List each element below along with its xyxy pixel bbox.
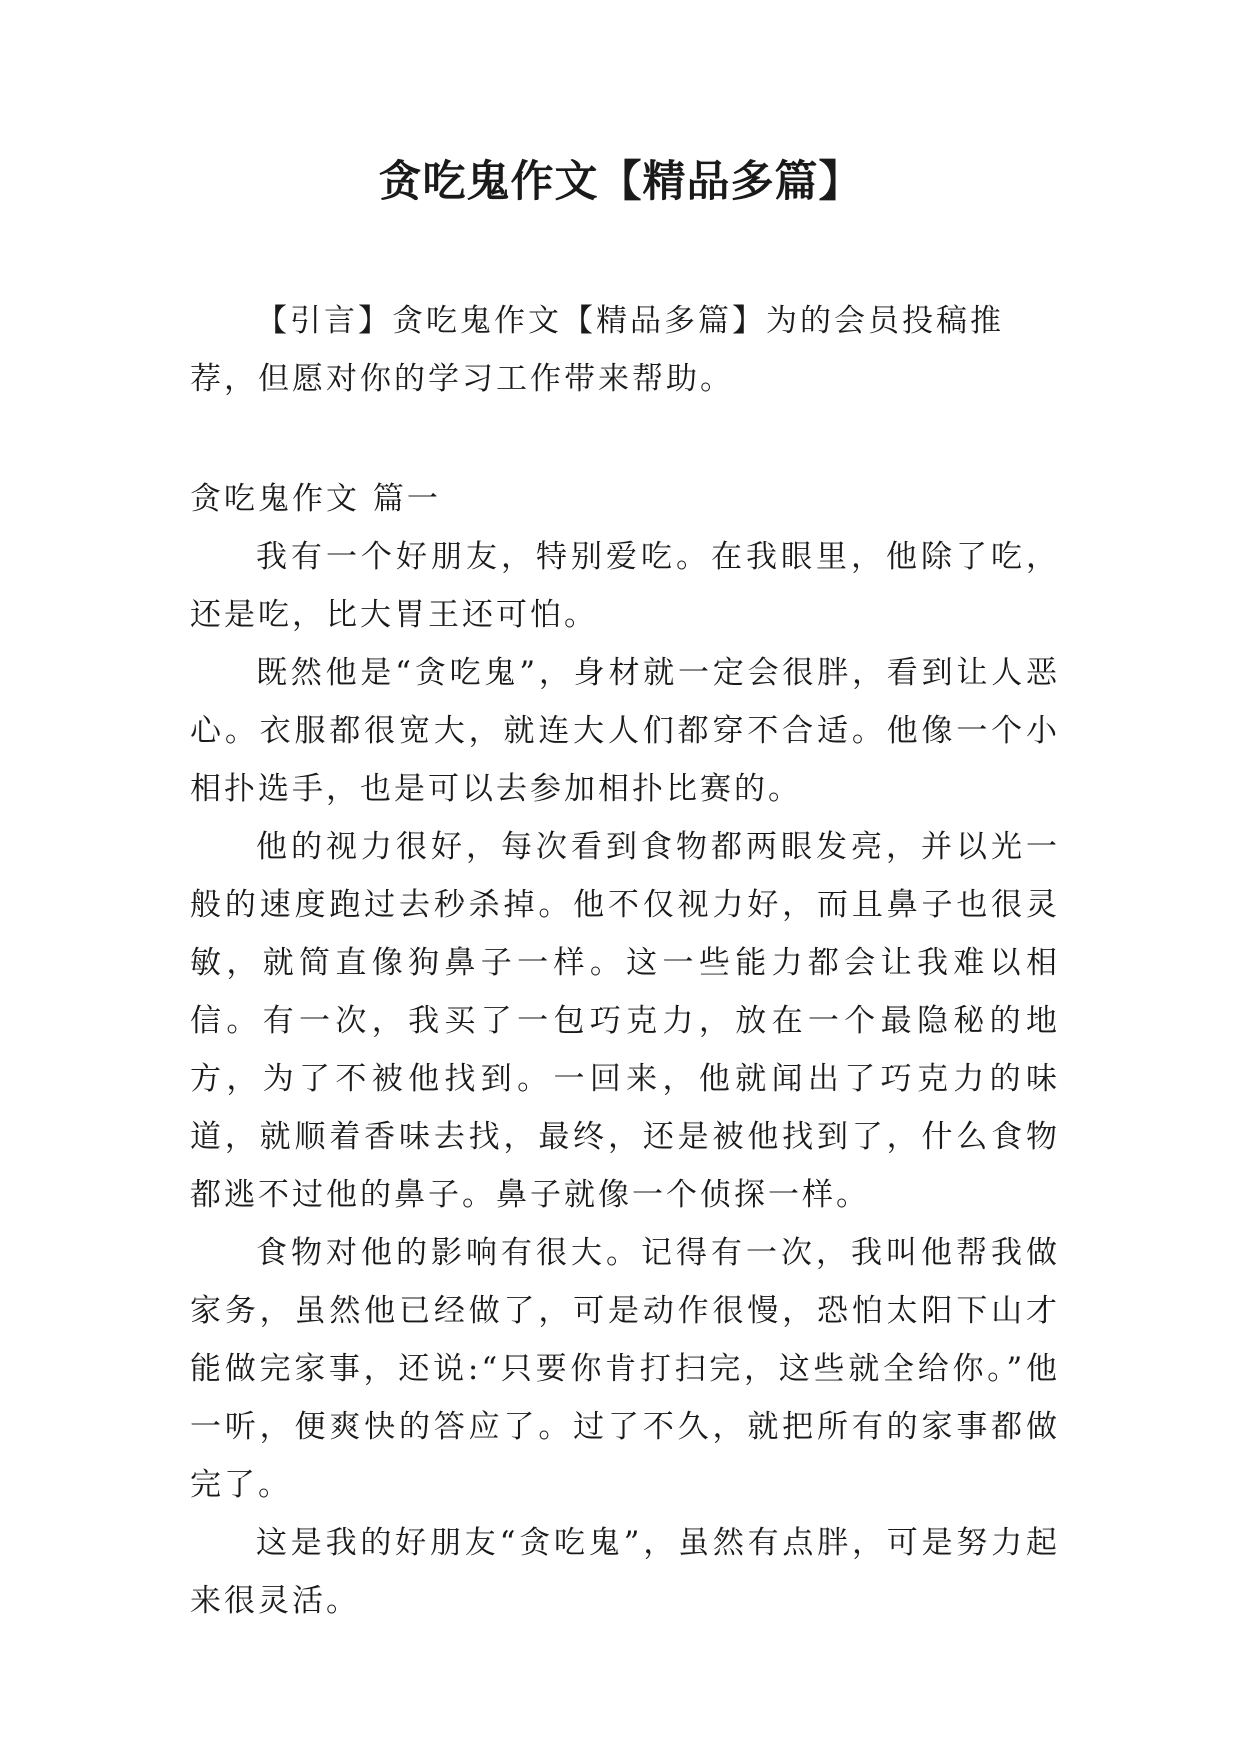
section-heading: 贪吃鬼作文 篇一 <box>190 481 441 517</box>
body-paragraph-5: 这是我的好朋友“贪吃鬼”，虽然有点胖，可是努力起来很灵活。 <box>190 1525 1060 1619</box>
intro-paragraph: 【引言】贪吃鬼作文【精品多篇】为的会员投稿推荐，但愿对你的学习工作带来帮助。 <box>190 303 1004 397</box>
body-paragraph-2: 既然他是“贪吃鬼”，身材就一定会很胖，看到让人恶心。衣服都很宽大，就连大人们都穿不合适。他像一个小相扑选手，也是可以去参加相扑比赛的。 <box>190 655 1060 807</box>
document-body <box>190 292 1060 1630</box>
body-paragraph-4: 食物对他的影响有很大。记得有一次，我叫他帮我做家务，虽然他已经做了，可是动作很慢，恐怕太阳下山才能做完家事，还说:“只要你肯打扫完，这些就全给你。”他一听，便爽快的答应了。过了不久，就把所有的家事都做完了。 <box>190 1235 1060 1503</box>
document-title: 贪吃鬼作文【精品多篇】 <box>378 157 863 207</box>
body-paragraph-1: 我有一个好朋友，特别爱吃。在我眼里，他除了吃，还是吃，比大胃王还可怕。 <box>190 539 1060 633</box>
body-paragraph-3: 他的视力很好，每次看到食物都两眼发亮，并以光一般的速度跑过去秒杀掉。他不仅视力好，而且鼻子也很灵敏，就简直像狗鼻子一样。这一些能力都会让我难以相信。有一次，我买了一包巧克力，放在一个最隐秘的地方，为了不被他找到。一回来，他就闻出了巧克力的味道，就顺着香味去找，最终，还是被他找到了，什么食物都逃不过他的鼻子。鼻子就像一个侦探一样。 <box>190 829 1060 1213</box>
